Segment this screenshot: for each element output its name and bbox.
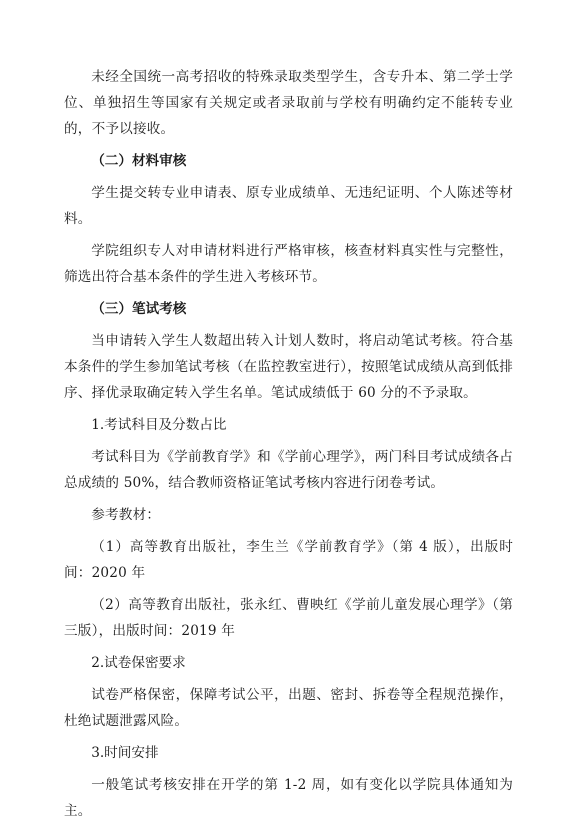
- paragraph-confidentiality: 试卷严格保密，保障考试公平，出题、密封、拆卷等全程规范操作，杜绝试题泄露风险。: [64, 687, 513, 729]
- subheading-confidentiality: 2.试卷保密要求: [91, 655, 186, 671]
- subheading-subjects: 1.考试科目及分数占比: [91, 417, 227, 433]
- section-heading-written-exam: （三）笔试考核: [91, 301, 187, 317]
- paragraph-submit-materials: 学生提交转专业申请表、原专业成绩单、无违纪证明、个人陈述等材料。: [64, 185, 513, 227]
- subheading-schedule: 3.时间安排: [91, 745, 159, 761]
- paragraph-schedule: 一般笔试考核安排在开学的第 1-2 周，如有变化以学院具体通知为主。: [64, 777, 513, 819]
- paragraph-reference-1: （1）高等教育出版社，李生兰《学前教育学》（第 4 版），出版时间：2020 年: [64, 539, 513, 581]
- paragraph-review-process: 学院组织专人对申请材料进行严格审核，核查材料真实性与完整性，筛选出符合基本条件的学生进入考核环节。: [64, 243, 513, 285]
- section-heading-material-review: （二）材料审核: [91, 153, 187, 169]
- paragraph-exam-trigger: 当申请转入学生人数超出转入计划人数时，将启动笔试考核。符合基本条件的学生参加笔试考核（在监控教室进行），按照笔试成绩从高到低排序、择优录取确定转入学生名单。笔试成绩低于 60 分的不予录取。: [64, 333, 513, 401]
- paragraph-reference-label: 参考教材：: [91, 507, 161, 523]
- paragraph-special-admission: 未经全国统一高考招收的特殊录取类型学生，含专升本、第二学士学位、单独招生等国家有关规定或者录取前与学校有明确约定不能转专业的，不予以接收。: [64, 69, 513, 137]
- paragraph-reference-2: （2）高等教育出版社，张永红、曹映红《学前儿童发展心理学》（第三版），出版时间：2019 年: [64, 597, 513, 639]
- paragraph-subjects: 考试科目为《学前教育学》和《学前心理学》，两门科目考试成绩各占总成绩的 50%，结合教师资格证笔试考核内容进行闭卷考试。: [64, 449, 513, 491]
